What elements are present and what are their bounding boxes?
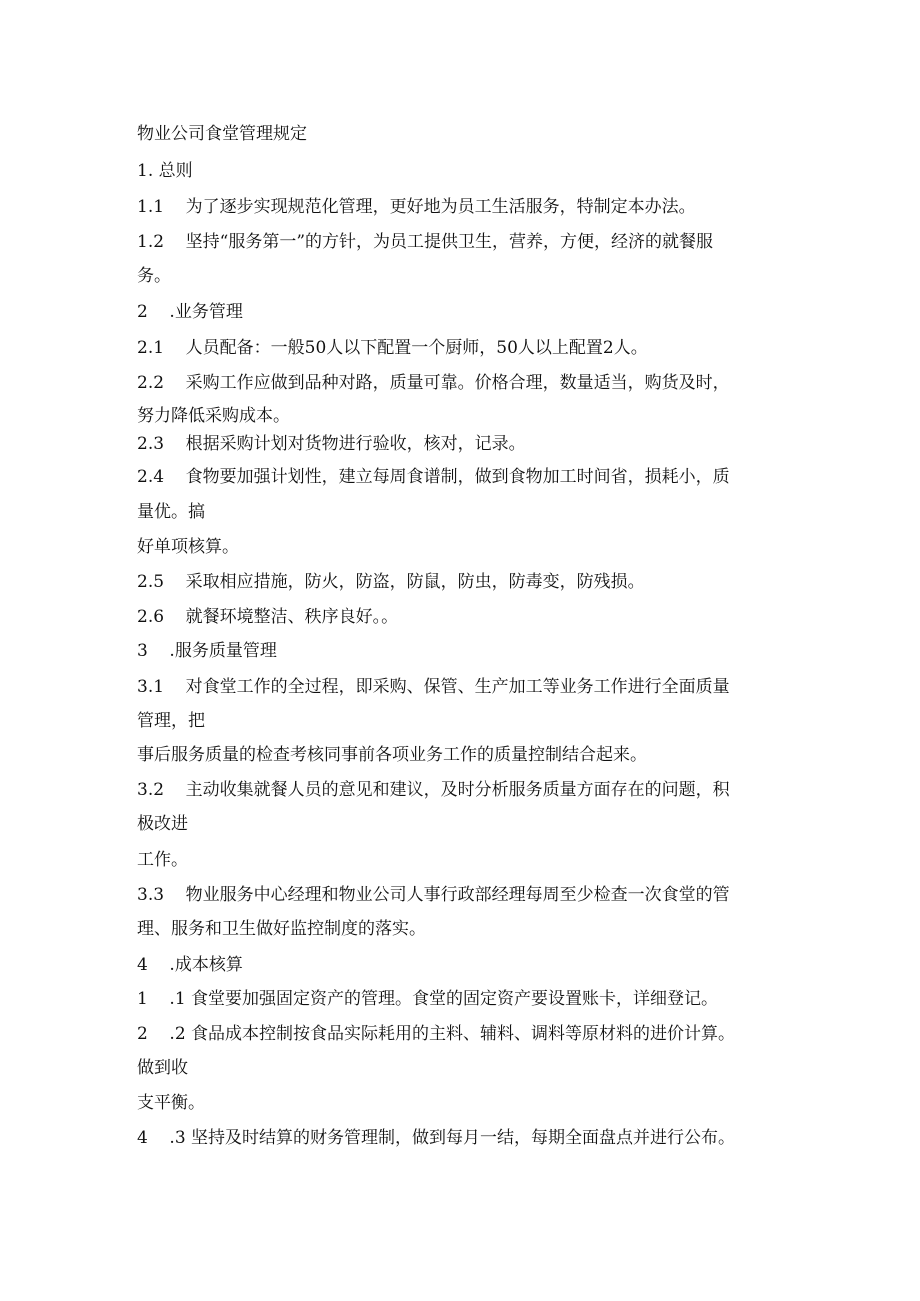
text-line: 1 .1 食堂要加强固定资产的管理。食堂的固定资产要设置账卡，详细登记。 — [137, 989, 719, 1009]
text-line: 做到收 — [137, 1058, 188, 1078]
text-line: 4 .3 坚持及时结算的财务管理制，做到每月一结，每期全面盘点并进行公布。 — [137, 1128, 736, 1148]
text-line: 2.4 食物要加强计划性，建立每周食谱制，做到食物加工时间省，损耗小，质 — [137, 467, 730, 487]
text-line: 工作。 — [137, 850, 188, 870]
text-line: 3.3 物业服务中心经理和物业公司人事行政部经理每周至少检查一次食堂的管 — [137, 885, 730, 905]
text-line: 好单项核算。 — [137, 537, 239, 557]
text-line: 支平衡。 — [137, 1093, 205, 1113]
text-line: 务。 — [137, 266, 171, 286]
section-heading: 3 .服务质量管理 — [137, 641, 277, 661]
text-line: 事后服务质量的检查考核同事前各项业务工作的质量控制结合起来。 — [137, 745, 647, 765]
text-line: 2 .2 食品成本控制按食品实际耗用的主料、辅料、调料等原材料的进价计算。 — [137, 1024, 736, 1044]
section-heading: 1. 总则 — [137, 161, 193, 181]
text-line: 2.2 采购工作应做到品种对路，质量可靠。价格合理，数量适当，购货及时， — [137, 373, 730, 393]
text-line: 管理，把 — [137, 711, 205, 731]
text-line: 极改进 — [137, 814, 188, 834]
text-line: 2.3 根据采购计划对货物进行验收，核对，记录。 — [137, 434, 526, 454]
text-line: 3.2 主动收集就餐人员的意见和建议，及时分析服务质量方面存在的问题，积 — [137, 780, 730, 800]
text-line: 努力降低采购成本。 — [137, 406, 290, 426]
document-title: 物业公司食堂管理规定 — [137, 124, 307, 144]
text-line: 3.1 对食堂工作的全过程，即采购、保管、生产加工等业务工作进行全面质量 — [137, 677, 730, 697]
section-heading: 2 .业务管理 — [137, 302, 243, 322]
text-line: 理、服务和卫生做好监控制度的落实。 — [137, 919, 426, 939]
text-line: 量优。搞 — [137, 502, 205, 522]
text-line: 2.1 人员配备：一般50人以下配置一个厨师，50人以上配置2人。 — [137, 338, 648, 358]
text-line: 1.2 坚持“服务第一”的方针，为员工提供卫生，营养，方便，经济的就餐服 — [137, 232, 714, 252]
text-line: 2.6 就餐环境整洁、秩序良好。。 — [137, 607, 399, 627]
text-line: 2.5 采取相应措施，防火，防盗，防鼠，防虫，防毒变，防残损。 — [137, 572, 645, 592]
text-line: 1.1 为了逐步实现规范化管理，更好地为员工生活服务，特制定本办法。 — [137, 197, 696, 217]
section-heading: 4 .成本核算 — [137, 955, 243, 975]
